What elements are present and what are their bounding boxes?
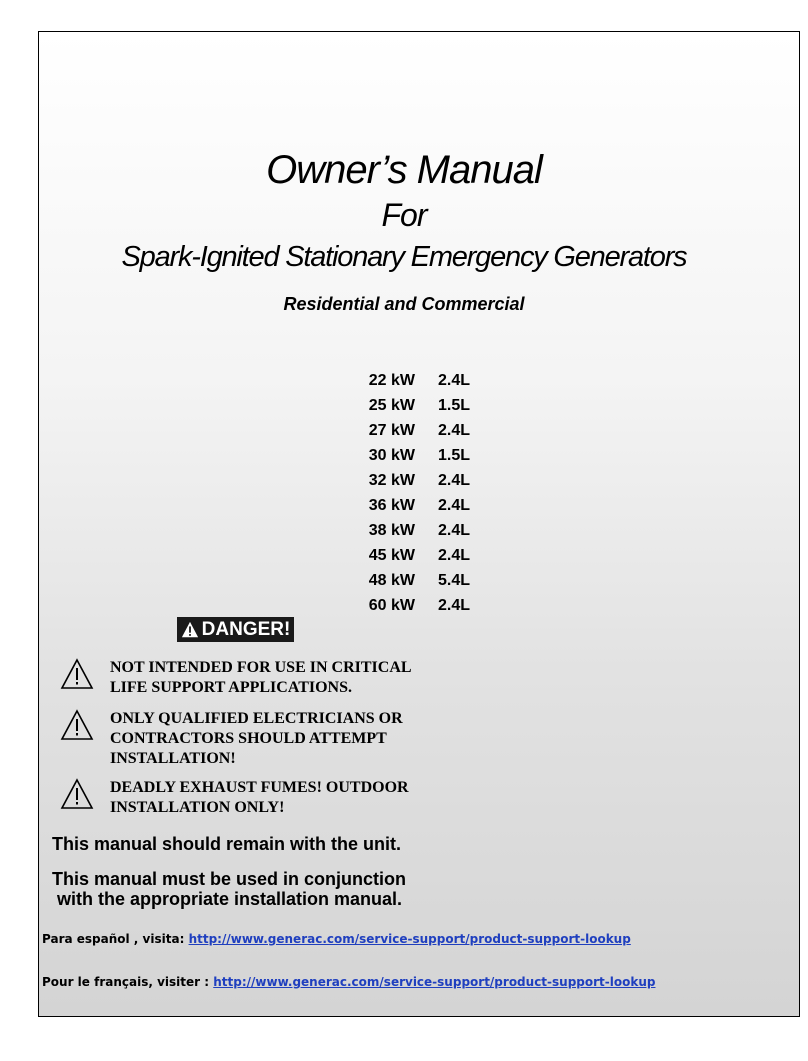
french-support-link[interactable]: http://www.generac.com/service-support/product-support-lookup	[213, 975, 656, 989]
warning-text	[110, 778, 490, 818]
warning-line: ONLY QUALIFIED ELECTRICIANS OR	[110, 710, 403, 727]
model-row	[360, 418, 500, 443]
model-engine: 2.4L	[438, 372, 471, 389]
warning-line: NOT INTENDED FOR USE IN CRITICAL	[110, 659, 412, 676]
product-title: Spark-Ignited Stationary Emergency Generators	[121, 241, 687, 273]
warning-triangle-icon	[181, 621, 199, 639]
danger-label: DANGER!	[201, 618, 291, 640]
warning-triangle-icon	[60, 658, 94, 690]
model-kw: 48 kW	[368, 572, 415, 589]
model-row	[360, 593, 500, 618]
model-engine: 2.4L	[438, 497, 471, 514]
model-kw: 38 kW	[368, 522, 415, 539]
warning-text	[110, 709, 490, 769]
model-row	[360, 393, 500, 418]
note-line: This manual must be used in conjunction	[52, 869, 407, 889]
model-kw: 60 kW	[368, 597, 415, 614]
model-row	[360, 443, 500, 468]
model-kw: 36 kW	[368, 497, 415, 514]
model-engine: 2.4L	[438, 472, 471, 489]
warning-text	[110, 658, 490, 698]
installation-manual-note	[52, 869, 472, 909]
french-link-line	[42, 975, 655, 989]
model-engine: 1.5L	[438, 397, 471, 414]
retain-manual-note: This manual should remain with the unit.	[52, 834, 402, 854]
model-row	[360, 568, 500, 593]
model-engine: 2.4L	[438, 522, 471, 539]
model-row	[360, 543, 500, 568]
warning-triangle-icon	[60, 778, 94, 810]
model-kw: 27 kW	[368, 422, 415, 439]
spanish-support-link[interactable]: http://www.generac.com/service-support/product-support-lookup	[188, 932, 631, 946]
model-engine: 2.4L	[438, 422, 471, 439]
model-list	[360, 368, 500, 618]
model-engine: 2.4L	[438, 597, 471, 614]
note-line: with the appropriate installation manual.	[52, 889, 403, 909]
spanish-link-line	[42, 932, 631, 946]
model-row	[360, 518, 500, 543]
title-for: For	[381, 197, 427, 233]
warning-line: INSTALLATION ONLY!	[110, 799, 285, 816]
model-kw: 25 kW	[368, 397, 415, 414]
warning-line: LIFE SUPPORT APPLICATIONS.	[110, 679, 352, 696]
spanish-prefix: Para español , visita:	[42, 932, 189, 946]
warning-line: CONTRACTORS SHOULD ATTEMPT	[110, 730, 387, 747]
subtitle: Residential and Commercial	[283, 294, 525, 314]
model-kw: 45 kW	[368, 547, 415, 564]
model-kw: 32 kW	[368, 472, 415, 489]
danger-badge	[177, 617, 294, 642]
model-row	[360, 493, 500, 518]
model-engine: 1.5L	[438, 447, 471, 464]
warning-line: INSTALLATION!	[110, 750, 236, 767]
model-row	[360, 368, 500, 393]
model-engine: 5.4L	[438, 572, 471, 589]
model-kw: 22 kW	[368, 372, 415, 389]
warning-triangle-icon	[60, 709, 94, 741]
french-prefix: Pour le français, visiter :	[42, 975, 214, 989]
page-title: Owner’s Manual	[266, 148, 542, 192]
model-kw: 30 kW	[368, 447, 415, 464]
model-engine: 2.4L	[438, 547, 471, 564]
warning-line: DEADLY EXHAUST FUMES! OUTDOOR	[110, 779, 409, 796]
model-row	[360, 468, 500, 493]
